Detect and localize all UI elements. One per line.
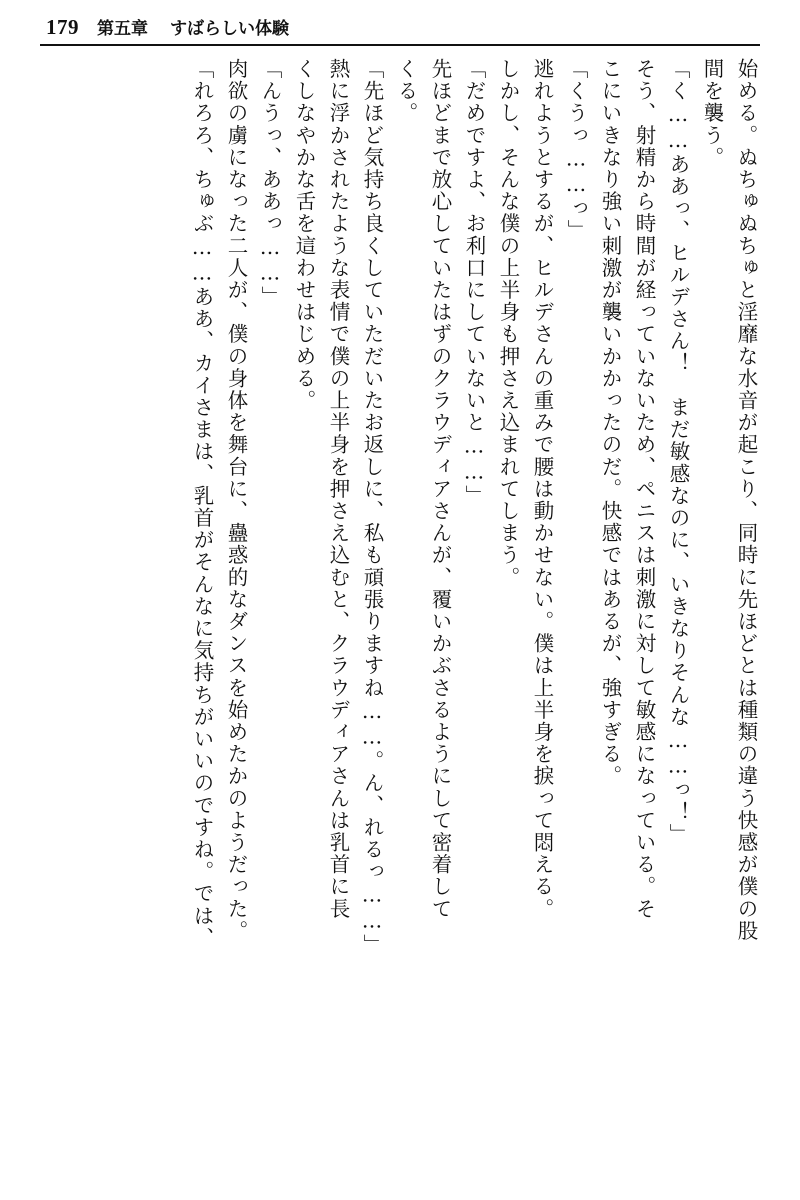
- text-column: 「く……ああっ、ヒルデさん！ まだ敏感なのに、いきなりそんな……っ！」: [666, 58, 690, 846]
- text-column: 先ほどまで放心していたはずのクラウディアさんが、覆いかぶさるようにして密着して: [428, 58, 452, 920]
- text-column: 熱に浮かされたような表情で僕の上半身を押さえ込むと、クラウディアさんは乳首に長: [326, 58, 350, 920]
- text-column: 「くうっ……っ」: [564, 58, 588, 242]
- text-column: 逃れようとするが、ヒルデさんの重みで腰は動かせない。僕は上半身を捩って悶える。: [530, 58, 554, 920]
- body-text: [44, 58, 756, 1190]
- text-column: 「れろろ、ちゅぶ……ああ、カイさまは、乳首がそんなに気持ちがいいのですね。では、: [190, 58, 214, 949]
- text-column: 「だめですよ、お利口にしていないと……」: [462, 58, 486, 507]
- text-column: 間を襲う。: [700, 58, 724, 169]
- text-column: こにいきなり強い刺激が襲いかかったのだ。快感ではあるが、強すぎる。: [598, 58, 622, 788]
- text-column: そう、射精から時間が経っていないため、ペニスは刺激に対して敏感になっている。そ: [632, 58, 656, 920]
- text-column: 「んうっ、ああっ……」: [258, 58, 282, 309]
- header-divider: [40, 44, 760, 46]
- text-column: くる。: [394, 58, 418, 125]
- text-column: 始める。ぬちゅぬちゅと淫靡な水音が起こり、同時に先ほどとは種類の違う快感が僕の股: [734, 58, 758, 942]
- text-column: くしなやかな舌を這わせはじめる。: [292, 58, 316, 412]
- text-column: 「先ほど気持ち良くしていただいたお返しに、私も頑張りますね……。ん、れるっ……」: [360, 58, 384, 956]
- chapter-title: すばらしい体験: [170, 19, 289, 38]
- text-column: 肉欲の虜になった二人が、僕の身体を舞台に、蠱惑的なダンスを始めたかのようだった。: [224, 58, 248, 942]
- page-header: [46, 14, 754, 48]
- chapter-number: 第五章: [97, 19, 148, 38]
- page-number: 179: [46, 15, 79, 39]
- text-column: しかし、そんな僕の上半身も押さえ込まれてしまう。: [496, 58, 520, 589]
